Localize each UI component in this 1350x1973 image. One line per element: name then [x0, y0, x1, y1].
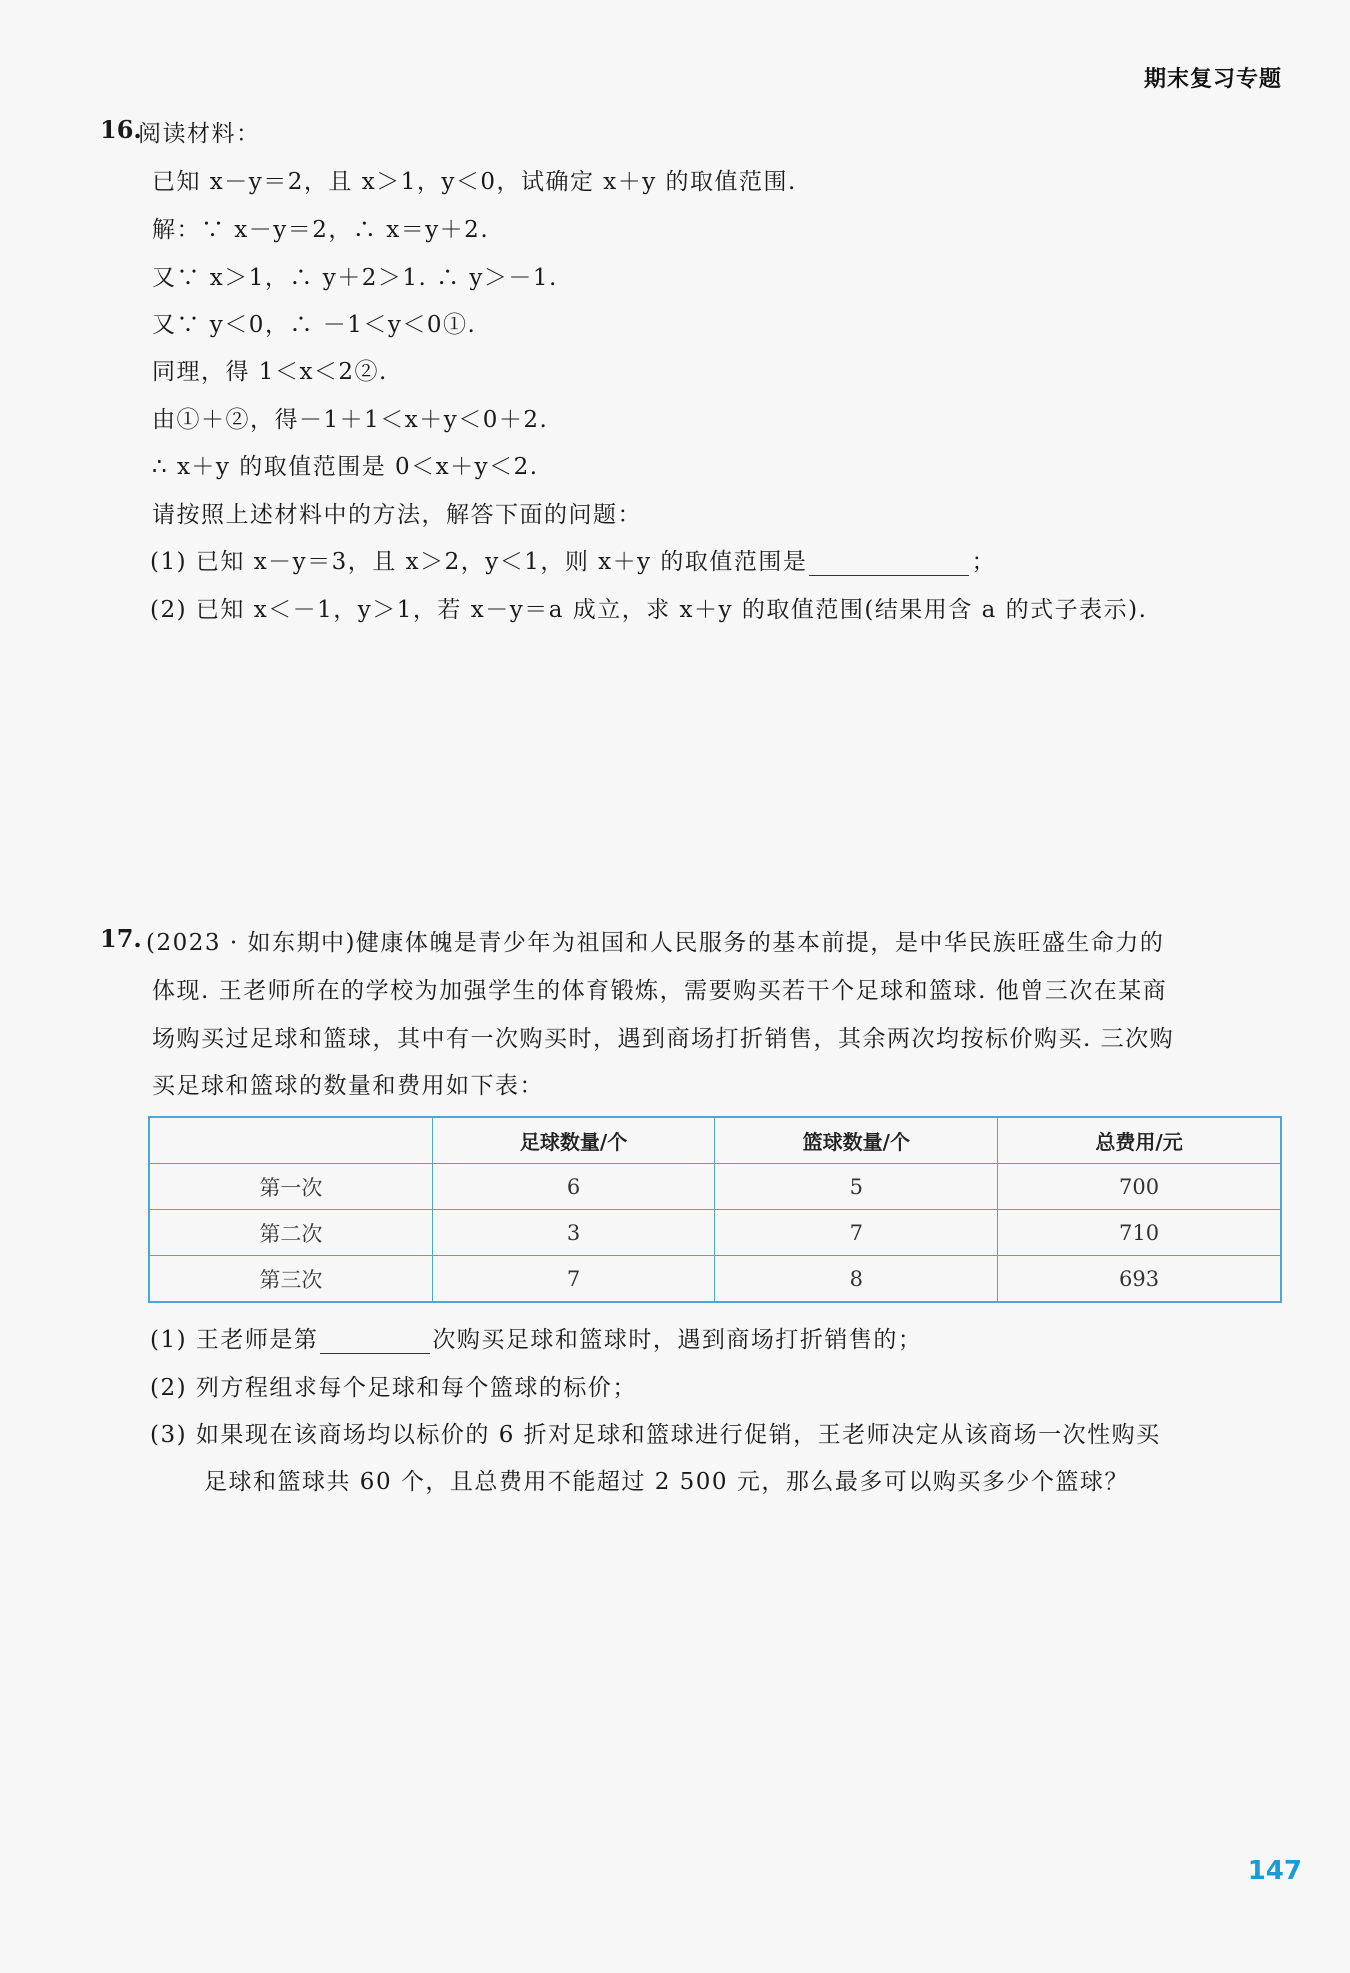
- problem-17-line-2: 体现. 王老师所在的学校为加强学生的体育锻炼，需要购买若干个足球和篮球. 他曾三次在某商: [152, 978, 1168, 1004]
- problem-17-question-3-line-1: (3) 如果现在该商场均以标价的 6 折对足球和篮球进行促销，王老师决定从该商场一次性购买: [150, 1422, 1161, 1448]
- question-end: 次购买足球和篮球时，遇到商场打折销售的；: [432, 1327, 923, 1353]
- problem-17-question-2: (2) 列方程组求每个足球和每个篮球的标价；: [150, 1375, 637, 1401]
- question-text: (1) 已知 x－y＝3，且 x＞2，y＜1，则 x＋y 的取值范围是: [150, 549, 808, 575]
- problem-16-line-6: 同理，得 1＜x＜2②.: [152, 359, 388, 385]
- problem-number: 16.: [100, 115, 142, 144]
- problem-16-line-7: 由①＋②，得－1＋1＜x＋y＜0＋2.: [152, 407, 549, 433]
- page-number: 147: [1247, 1856, 1302, 1886]
- problem-17-line-3: 场购买过足球和篮球，其中有一次购买时，遇到商场打折销售，其余两次均按标价购买. 三次购: [152, 1026, 1175, 1052]
- question-start: (1) 王老师是第: [150, 1327, 319, 1353]
- football-count: 6: [432, 1164, 715, 1210]
- football-count: 7: [432, 1256, 715, 1303]
- total-cost: 693: [998, 1256, 1281, 1303]
- basketball-count: 8: [715, 1256, 998, 1303]
- header-cell-empty: [149, 1117, 432, 1164]
- problem-16-line-2: 已知 x－y＝2，且 x＞1，y＜0，试确定 x＋y 的取值范围.: [152, 169, 797, 195]
- problem-17-question-3-line-2: 足球和篮球共 60 个，且总费用不能超过 2 500 元，那么最多可以购买多少个篮球？: [204, 1469, 1129, 1495]
- total-cost: 710: [998, 1210, 1281, 1256]
- problem-17-line-4: 买足球和篮球的数量和费用如下表：: [152, 1073, 544, 1099]
- problem-16-question-2: (2) 已知 x＜－1，y＞1，若 x－y＝a 成立，求 x＋y 的取值范围(结果用含 a 的式子表示).: [150, 597, 1148, 623]
- section-header: 期末复习专题: [1143, 67, 1282, 92]
- problem-17-line-1: (2023 · 如东期中)健康体魄是青少年为祖国和人民服务的基本前提，是中华民族旺盛生命力的: [146, 930, 1165, 956]
- answer-blank[interactable]: [809, 549, 969, 576]
- problem-16-line-1: 阅读材料：: [138, 121, 261, 147]
- data-table: [148, 1116, 1282, 1303]
- basketball-count: 7: [715, 1210, 998, 1256]
- table-row: [149, 1210, 1281, 1256]
- row-label: 第一次: [149, 1164, 432, 1210]
- problem-17-question-1: [150, 1321, 922, 1354]
- football-count: 3: [432, 1210, 715, 1256]
- header-cell-total: 总费用/元: [998, 1117, 1281, 1164]
- table-row: [149, 1256, 1281, 1303]
- row-label: 第三次: [149, 1256, 432, 1303]
- basketball-count: 5: [715, 1164, 998, 1210]
- purchase-table: [148, 1116, 1282, 1303]
- problem-16-line-8: ∴ x＋y 的取值范围是 0＜x＋y＜2.: [152, 454, 539, 480]
- problem-16-line-9: 请按照上述材料中的方法，解答下面的问题：: [152, 502, 642, 528]
- problem-16-question-1: [150, 543, 996, 576]
- table-row: [149, 1164, 1281, 1210]
- problem-number: 17.: [100, 924, 142, 953]
- header-cell-basketball: 篮球数量/个: [715, 1117, 998, 1164]
- question-end: ；: [971, 549, 996, 575]
- answer-blank[interactable]: [320, 1327, 430, 1354]
- header-cell-football: 足球数量/个: [432, 1117, 715, 1164]
- table-header-row: [149, 1117, 1281, 1164]
- row-label: 第二次: [149, 1210, 432, 1256]
- problem-16-line-3: 解：∵ x－y＝2，∴ x＝y＋2.: [152, 217, 490, 243]
- total-cost: 700: [998, 1164, 1281, 1210]
- problem-16-line-5: 又∵ y＜0，∴ －1＜y＜0①.: [152, 312, 477, 338]
- problem-16-line-4: 又∵ x＞1，∴ y＋2＞1. ∴ y＞－1.: [152, 265, 558, 291]
